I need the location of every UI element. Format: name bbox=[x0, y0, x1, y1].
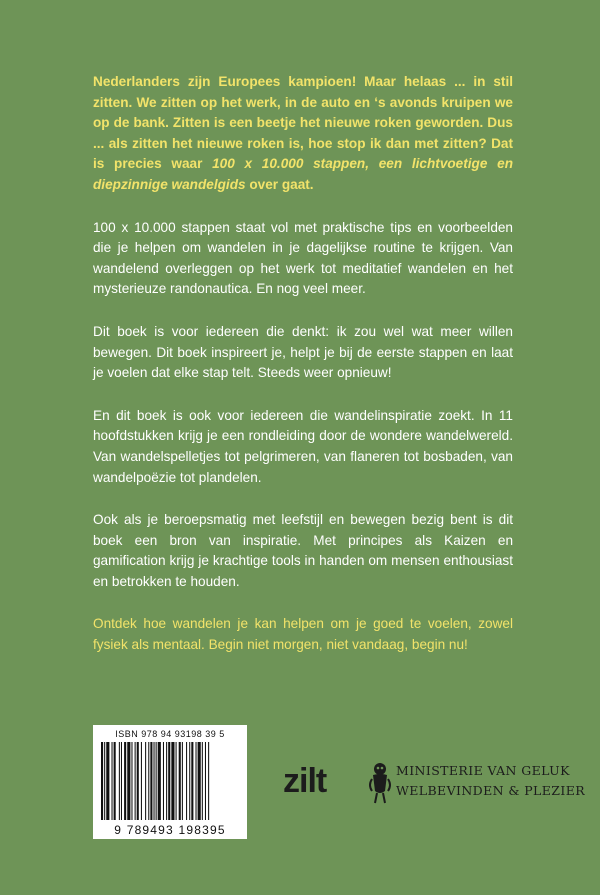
isbn-digits: 9 789493 198395 bbox=[114, 823, 226, 837]
barcode-bar bbox=[135, 742, 136, 820]
paragraph-walking-inspiration: En dit boek is ook voor iedereen die wandelinspiratie zoekt. In 11 hoofdstukken krijg je een rondleiding door de wondere wandelwereld. Van wandelspelletjes tot pelgrimeren, van flaneren tot bosbaden, van wandelpoëzie tot plandelen. bbox=[93, 407, 513, 485]
barcode-bar bbox=[106, 742, 109, 820]
barcode-bar bbox=[166, 742, 167, 820]
intro-paragraph bbox=[93, 72, 513, 196]
barcode-bar bbox=[179, 742, 181, 820]
barcode-bar bbox=[196, 742, 197, 820]
paragraph-practical-tips: 100 x 10.000 stappen staat vol met praktische tips en voorbeelden die je helpen om wandelen in je dagelijkse routine te krijgen. Van wandelend overleggen op het werk tot meditatief wandelen en het mysterieuze randonautica. En nog veel meer. bbox=[93, 219, 513, 297]
barcode-bar bbox=[137, 742, 139, 820]
barcode-bar bbox=[112, 742, 113, 820]
barcode-bar bbox=[158, 742, 161, 820]
barcode-bar bbox=[145, 742, 146, 820]
intro-text-part1: Nederlanders zijn Europees kampioen! Maar helaas ... in stil zitten. We zitten op het werk, in de auto en ‘s avonds kruipen we op de bank. Zitten is een beetje het nieuwe roken geworden. Dus ... als zitten het nieuwe roken is, hoe stop ik dan met zitten? Dat is precies waar bbox=[93, 74, 513, 172]
publisher-logo-zilt: zilt bbox=[283, 762, 327, 800]
barcode-bar bbox=[154, 742, 155, 820]
barcode-bar bbox=[198, 742, 201, 820]
barcode-bar bbox=[124, 742, 126, 820]
barcode-bar bbox=[163, 742, 164, 820]
barcode-bar bbox=[176, 742, 177, 820]
barcode-bar bbox=[191, 742, 193, 820]
barcode-bar bbox=[208, 742, 209, 820]
barcode-bars bbox=[99, 742, 241, 820]
book-title: 100 x 10.000 stappen, een lichtvoetige en diepzinnige wandelgids bbox=[93, 156, 513, 192]
barcode-bar bbox=[119, 742, 120, 820]
barcode-bar bbox=[168, 742, 170, 820]
barcode-bar bbox=[205, 742, 206, 820]
back-cover-text bbox=[93, 72, 513, 678]
barcode-bar bbox=[131, 742, 132, 820]
isbn-label: ISBN 978 94 93198 39 5 bbox=[115, 729, 225, 739]
paragraph-for-everyone: Dit boek is voor iedereen die denkt: ik zou wel wat meer willen bewegen. Dit boek inspireert je, helpt je bij de eerste stappen en laat je voelen dat elke stap telt. Steeds weer opnieuw! bbox=[93, 323, 513, 381]
barcode-bar bbox=[186, 742, 187, 820]
ministerie-logo bbox=[368, 761, 586, 809]
barcode-bar bbox=[127, 742, 130, 820]
barcode-bar bbox=[104, 742, 105, 820]
intro-text-part2: over gaat. bbox=[245, 176, 314, 192]
isbn-barcode bbox=[93, 725, 247, 839]
barcode-bar bbox=[150, 742, 152, 820]
ministerie-line2: WELBEVINDEN & PLEZIER bbox=[396, 783, 586, 798]
barcode-bar bbox=[141, 742, 142, 820]
paragraph-professionals: Ook als je beroepsmatig met leefstijl en bewegen bezig bent is dit boek een bron van inspiratie. Met principes als Kaizen en gamification krijg je krachtige tools in handen om mensen enthousiast en betrokken te houden. bbox=[93, 512, 513, 589]
closing-paragraph: Ontdek hoe wandelen je kan helpen om je goed te voelen, zowel fysiek als mentaal. Begin niet morgen, niet vandaag, begin nu! bbox=[93, 616, 513, 653]
barcode-bar bbox=[148, 742, 149, 820]
seal-icon bbox=[368, 761, 392, 805]
barcode-bar bbox=[202, 742, 203, 820]
barcode-bar bbox=[171, 742, 174, 820]
barcode-bar bbox=[114, 742, 116, 820]
ministerie-line1: MINISTERIE VAN GELUK bbox=[396, 763, 570, 778]
barcode-bar bbox=[121, 742, 122, 820]
barcode-bar bbox=[156, 742, 157, 820]
barcode-bar bbox=[101, 742, 103, 820]
barcode-bar bbox=[189, 742, 190, 820]
barcode-bar bbox=[182, 742, 183, 820]
